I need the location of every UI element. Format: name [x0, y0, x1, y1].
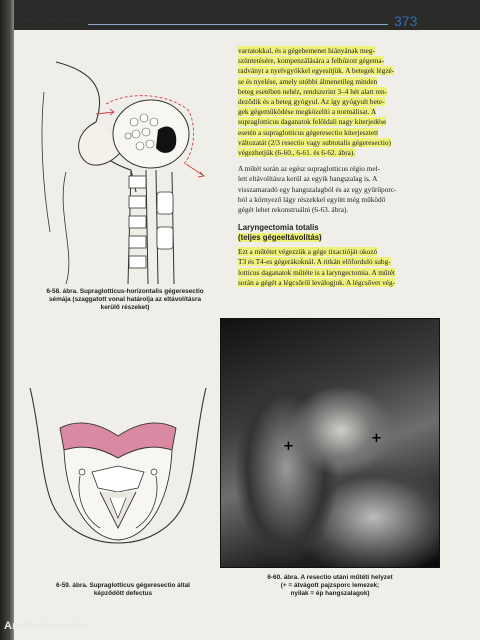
text-line: varratokkal, és a gégebemenet hiányának meg-	[238, 46, 375, 55]
caption-line: kerülő részeket)	[100, 304, 150, 312]
heading-line: (teljes gégeeltávolítás)	[238, 233, 322, 243]
caption-line: nyilak = ép hangszalagok)	[290, 590, 370, 598]
caption-line: sémája (szaggatott vonal határolja az eltávolításra	[48, 296, 201, 304]
book-fold	[0, 0, 14, 640]
text-line: A műtét során az egész supraglotticus régio mel-	[238, 164, 381, 174]
figure-6-60-caption	[222, 574, 438, 599]
caption-line: (+ = átvágott pajzsporc lemezek;	[280, 582, 380, 590]
figure-6-59-caption	[28, 582, 218, 598]
text-line: változatát (2/3 resectio vagy subtotalis gégeresectio)	[238, 137, 391, 147]
text-line: visszamaradó egy hangszalagból és az egy gyűrűporc-	[238, 184, 397, 194]
text-line: szüntetésére, kompenzálására a felhúzott gégema-	[238, 56, 385, 66]
text-line: ból a környező lágy részekkel együtt még működő	[238, 194, 386, 204]
text-line: Ezt a műtétet végezzük a gége tixactióját okozó	[238, 247, 378, 257]
text-line: beteg esetében nehéz, rendszerint 3–4 hét alatt ren-	[238, 86, 388, 96]
paragraph-3	[238, 247, 426, 288]
text-line: esetén a supraglotticus gégeresectio kiterjesztett	[238, 127, 379, 137]
text-line: lotticus daganatok műtéte is a laryngectomia. A műtét	[238, 267, 395, 277]
caption-line: 6-60. ábra. A resectio utáni műtéti helyzet	[267, 574, 393, 581]
text-line: gégét lehet rekonstruálni (6-63. ábra).	[238, 205, 349, 215]
text-line: lett eltávolításra kerül az egyik hangszalag is. A	[238, 174, 378, 184]
running-title: A gége betegségei	[14, 16, 81, 25]
text-line: gek gégeműködése megközelíti a normálisat. A	[238, 107, 377, 117]
text-line: során a gégét a légcsőről leválogjuk. A légcsővet vég-	[238, 277, 396, 287]
paragraph-2	[238, 164, 426, 215]
caption-line: 6-58. ábra. Supraglotticus-horizontalis gégeresectio	[46, 288, 204, 295]
header-rule	[88, 24, 388, 25]
figure-6-58-caption	[20, 288, 230, 313]
text-line: végezhetjük (6-60., 6-61. és 6-62. ábra).	[238, 148, 356, 158]
figure-6-58-illustration	[36, 52, 222, 284]
photo-plus-mark: +	[371, 431, 382, 446]
heading-line: Laryngectomia totalis	[238, 223, 319, 233]
caption-line: képződött defectus	[93, 590, 153, 598]
paragraph-1	[238, 46, 426, 158]
text-line: se és nyelése, amely utóbbi álmenetileg minden	[238, 76, 378, 86]
text-line: radványt a nyelvgyökkel egyesítjük. A betegek légzé-	[238, 66, 395, 76]
figure-6-60-photo	[220, 318, 440, 568]
watermark: Antikvárium.hu	[4, 620, 87, 632]
photo-plus-mark: +	[283, 439, 294, 454]
section-heading	[238, 223, 426, 243]
text-column	[238, 46, 426, 291]
text-line: deződik és a beteg gyógyul. Az így gyógyult bete-	[238, 97, 385, 107]
caption-line: 6-59. ábra. Supraglotticus gégeresectio által	[56, 582, 190, 589]
text-line: supraglotticus daganatok felöldali nagy kiterjedése	[238, 117, 387, 127]
figure-6-59-illustration	[20, 388, 216, 568]
page-number: 373	[394, 13, 418, 29]
text-line: T3 és T4-es gégerákoknál. A ritkán előforduló subg-	[238, 257, 391, 267]
